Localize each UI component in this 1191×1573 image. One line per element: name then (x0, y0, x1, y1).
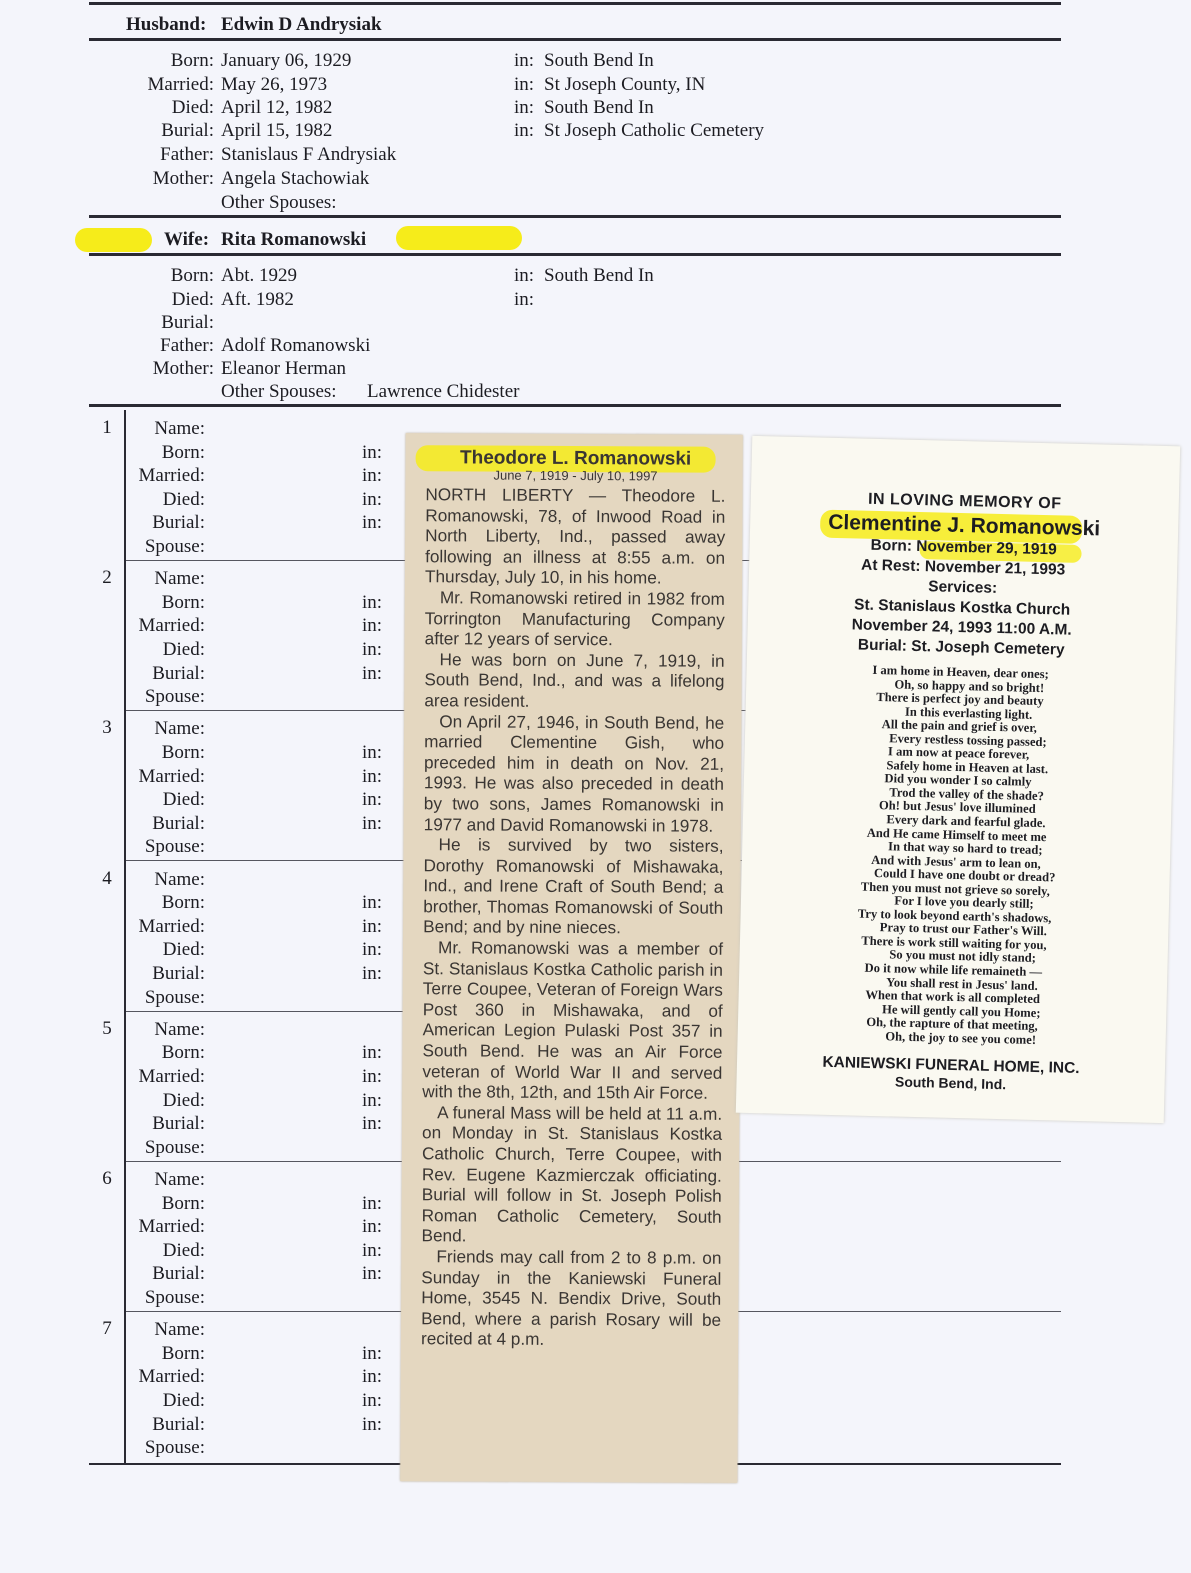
poem-line: Then you must not grieve so sorely, (860, 879, 1050, 899)
husband-born-value: January 06, 1929 (221, 50, 352, 71)
child-field-label: Name: (154, 1319, 205, 1341)
poem-line: Pray to trust our Father's Will. (879, 920, 1048, 939)
clipping-dates: June 7, 1919 - July 10, 1997 (493, 467, 658, 484)
child-field-label: Died: (162, 1390, 205, 1411)
child-field-in-label: in: (362, 963, 383, 984)
husband-burial-label: Burial: (161, 120, 214, 141)
child-field-label: Burial: (152, 662, 205, 684)
husband-burial-in: in: (514, 120, 535, 141)
child-field-label: Died: (162, 1089, 205, 1111)
husband-married-in: in: (514, 74, 535, 95)
child-field-label: Married: (138, 915, 205, 937)
child-field-in-label: in: (362, 1390, 383, 1411)
clipping-paragraph: Mr. Romanowski was a member of St. Stanislaus Kostka Catholic parish in Terre Coupee, Veteran of Foreign Wars Post 360 in Mishawaka, and of American Legion Pulaski Post 357 in South Bend. He was an Air Force veteran of World War II and served with the 8th, 12th, and 15th Air Force. (422, 937, 724, 1103)
child-field-in-label: in: (362, 465, 383, 487)
child-field-label: Married: (138, 765, 205, 787)
child-field-label: Name: (154, 568, 205, 590)
husband-mother-label: Mother: (152, 168, 214, 189)
child-field-label: Born: (161, 441, 205, 463)
poem-line: Do it now while life remaineth — (864, 960, 1043, 980)
wife-father-label: Father: (160, 335, 214, 356)
child-field-label: Born: (161, 591, 205, 613)
child-field-label: Died: (162, 639, 205, 660)
card-heading: IN LOVING MEMORY OF (867, 490, 1062, 513)
wife-died-value: Aft. 1982 (221, 289, 294, 310)
child-field-label: Burial: (152, 812, 205, 834)
child-field-in-label: in: (362, 742, 383, 763)
child-field-label: Burial: (152, 1113, 205, 1135)
wife-burial-label: Burial: (161, 312, 214, 333)
wife-born-label: Born: (170, 265, 214, 286)
child-field-in-label: in: (362, 812, 383, 834)
wife-name: Rita Romanowski (221, 229, 367, 250)
husband-spouses-label: Other Spouses: (221, 192, 337, 213)
card-services-label: Services: (928, 578, 998, 597)
child-field-in-label: in: (362, 1413, 383, 1435)
child-field-label: Died: (162, 488, 205, 510)
poem-line: Did you wonder I so calmly (884, 771, 1032, 790)
husband-married-place: St Joseph County, IN (544, 74, 706, 95)
husband-born-place: South Bend In (544, 50, 654, 71)
child-field-in-label: in: (362, 441, 383, 463)
child-field-in-label: in: (362, 512, 383, 534)
clipping-paragraph: NORTH LIBERTY — Theodore L. Romanowski, 78, of Inwood Road in North Liberty, Ind., passed away following an illness at 8:55 a.m. on Thursday, July 10, in his home. (424, 484, 726, 588)
husband-rule (89, 38, 1061, 41)
wife-died-label: Died: (171, 289, 214, 310)
wife-spouses-label: Other Spouses: (221, 381, 337, 402)
child-number: 6 (102, 1168, 112, 1189)
wife-mother-label: Mother: (152, 358, 214, 379)
child-field-label: Burial: (152, 1263, 205, 1285)
child-field-label: Burial: (152, 963, 205, 984)
clipping-paragraph: He is survived by two sisters, Dorothy Romanowski of Mishawaka, Ind., and Irene Craft of South Bend; a brother, Thomas Romanowski of South Bend; and by nine nieces. (423, 834, 724, 938)
child-field-in-label: in: (362, 915, 383, 937)
child-field-label: Spouse: (144, 686, 205, 708)
clipping-paragraph: Friends may call from 2 to 8 p.m. on Sunday in the Kaniewski Funeral Home, 3545 N. Bendix Drive, South Bend, where a parish Rosary will be recited at 4 p.m. (420, 1246, 722, 1350)
child-field-label: Married: (138, 1366, 205, 1388)
child-field-in-label: in: (362, 1066, 383, 1087)
child-field-label: Name: (154, 418, 205, 439)
child-field-in-label: in: (362, 1239, 383, 1261)
child-field-in-label: in: (362, 789, 383, 811)
poem-line: Could I have one doubt or dread? (873, 866, 1056, 885)
child-field-label: Born: (161, 892, 205, 914)
memorial-card (736, 436, 1180, 1123)
husband-burial-place: St Joseph Catholic Cemetery (544, 120, 765, 141)
poem-line: In that way so hard to tread; (887, 839, 1043, 858)
child-field-label: Name: (154, 868, 205, 890)
child-field-label: Born: (161, 1192, 205, 1214)
wife-mother-value: Eleanor Herman (221, 358, 347, 379)
poem-line: Oh, the rapture of that meeting, (866, 1015, 1038, 1034)
child-number: 4 (102, 867, 112, 889)
child-field-in-label: in: (362, 1089, 383, 1111)
poem-line: All the pain and grief is over, (881, 717, 1038, 736)
card-name: Clementine J. Romanowski (828, 510, 1101, 541)
child-field-label: Married: (138, 1216, 205, 1238)
husband-header-label: Husband: (126, 14, 207, 35)
child-field-label: Spouse: (144, 536, 205, 557)
poem-line: Oh, so happy and so bright! (894, 676, 1045, 695)
child-field-in-label: in: (362, 591, 383, 613)
child-field-label: Name: (154, 1018, 205, 1040)
children-top-rule (89, 404, 1061, 407)
poem-line: So you must not idly stand; (889, 947, 1037, 966)
child-field-in-label: in: (362, 615, 383, 637)
clipping-paragraph: A funeral Mass will be held at 11 a.m. on Monday in St. Stanislaus Kostka Catholic Church, Terre Coupee, with Rev. Eugene Kazmierczak officiating. Burial will follow in St. Joseph Polish Roman Catholic Cemetery, South Bend. (421, 1102, 723, 1246)
poem-line: I am now at peace forever, (887, 744, 1030, 763)
child-number: 1 (102, 417, 112, 438)
child-field-label: Spouse: (144, 986, 205, 1008)
child-field-in-label: in: (362, 488, 383, 510)
card-at-rest: At Rest: November 21, 1993 (860, 556, 1066, 579)
poem-line: Trod the valley of the shade? (889, 785, 1045, 804)
husband-father-label: Father: (160, 144, 214, 165)
husband-father-value: Stanislaus F Andrysiak (221, 144, 397, 165)
child-field-label: Died: (162, 1239, 205, 1261)
husband-burial-value: April 15, 1982 (221, 120, 333, 141)
child-number: 5 (102, 1017, 112, 1039)
clipping-paragraph: He was born on June 7, 1919, in South Bend, Ind., and was a lifelong area resident. (424, 649, 725, 711)
husband-name: Edwin D Andrysiak (221, 14, 382, 35)
child-field-label: Spouse: (144, 1287, 205, 1308)
wife-born-in: in: (514, 265, 535, 286)
card-born: Born: November 29, 1919 (870, 536, 1057, 559)
child-field-in-label: in: (362, 1216, 383, 1238)
husband-married-value: May 26, 1973 (221, 74, 328, 95)
poem-line: Oh! but Jesus' love illumined (878, 798, 1036, 817)
child-field-label: Name: (154, 718, 205, 740)
child-field-label: Born: (161, 742, 205, 763)
clipping-title: Theodore L. Romanowski (459, 447, 692, 470)
poem-line: He will gently call you Home; (881, 1001, 1041, 1020)
poem-line: You shall rest in Jesus' land. (886, 974, 1038, 993)
wife-top-rule (89, 215, 1061, 218)
wife-rule (89, 253, 1061, 256)
child-field-label: Born: (161, 1342, 205, 1364)
poem-line: There is work still waiting for you, (861, 933, 1047, 953)
poem-line: Oh, the joy to see you come! (885, 1029, 1037, 1047)
poem-line: Every dark and fearful glade. (886, 812, 1046, 831)
husband-died-label: Died: (171, 97, 214, 118)
child-field-in-label: in: (362, 639, 383, 660)
poem-line: Try to look beyond earth's shadows, (857, 906, 1052, 926)
child-field-label: Died: (162, 939, 205, 961)
child-field-label: Spouse: (144, 1437, 205, 1459)
child-number: 2 (102, 567, 112, 589)
highlight-mark-right (396, 226, 522, 250)
child-field-in-label: in: (362, 1042, 383, 1064)
child-field-label: Married: (138, 615, 205, 637)
poem-line: I am home in Heaven, dear ones; (872, 662, 1049, 682)
child-field-in-label: in: (362, 1366, 383, 1388)
wife-spouses-value: Lawrence Chidester (367, 381, 520, 402)
card-funeral-home: KANIEWSKI FUNERAL HOME, INC. (822, 1054, 1080, 1078)
wife-header-label: Wife: (164, 229, 210, 250)
husband-died-value: April 12, 1982 (221, 97, 333, 118)
top-rule (89, 2, 1061, 5)
poem-line: In this everlasting light. (904, 704, 1033, 722)
husband-died-in: in: (514, 97, 535, 118)
wife-father-value: Adolf Romanowski (221, 335, 371, 356)
card-city: South Bend, Ind. (894, 1073, 1007, 1093)
poem-line: When that work is all completed (865, 987, 1041, 1007)
child-number: 7 (102, 1318, 112, 1340)
husband-born-label: Born: (170, 50, 214, 71)
child-number: 3 (102, 717, 112, 739)
child-field-in-label: in: (362, 662, 383, 684)
child-field-in-label: in: (362, 1342, 383, 1364)
child-field-in-label: in: (362, 939, 383, 961)
husband-married-label: Married: (147, 74, 214, 95)
child-field-in-label: in: (362, 765, 383, 787)
card-service-time: November 24, 1993 11:00 A.M. (851, 616, 1072, 639)
child-field-label: Died: (162, 789, 205, 811)
child-field-label: Burial: (152, 1413, 205, 1435)
child-field-label: Spouse: (144, 1136, 205, 1158)
husband-born-in: in: (514, 50, 535, 71)
child-field-in-label: in: (362, 1263, 383, 1285)
poem-line: There is perfect joy and beauty (876, 690, 1044, 709)
child-field-label: Name: (154, 1169, 205, 1190)
poem-line: Every restless tossing passed; (889, 731, 1047, 749)
child-field-label: Burial: (152, 512, 205, 534)
poem-line: Safely home in Heaven at last. (886, 758, 1049, 777)
poem-line: And with Jesus' arm to lean on, (871, 852, 1041, 871)
card-burial: Burial: St. Joseph Cemetery (857, 636, 1065, 659)
clipping-paragraph: Mr. Romanowski retired in 1982 from Torrington Manufacturing Company after 12 years of service. (424, 587, 725, 650)
child-field-label: Married: (138, 1066, 205, 1087)
card-church: St. Stanislaus Kostka Church (853, 596, 1071, 619)
child-field-label: Married: (138, 465, 205, 487)
child-field-in-label: in: (362, 1192, 383, 1214)
husband-died-place: South Bend In (544, 97, 654, 118)
child-field-in-label: in: (362, 892, 383, 914)
clipping-paragraph: On April 27, 1946, in South Bend, he married Clementine Gish, who preceded him in death on Nov. 21, 1993. He was also preceded in death by two sons, James Romanowski in 1977 and David Romanowski in 1978. (423, 710, 725, 836)
wife-died-in: in: (514, 289, 535, 310)
highlight-mark-left (75, 228, 152, 252)
child-field-label: Born: (161, 1042, 205, 1064)
husband-mother-value: Angela Stachowiak (221, 168, 370, 189)
card-poem (760, 661, 1153, 1050)
obituary-clipping (400, 433, 742, 1483)
poem-line: For I love you dearly still; (894, 893, 1034, 912)
wife-born-place: South Bend In (544, 265, 654, 286)
child-field-in-label: in: (362, 1113, 383, 1135)
poem-line: And He came Himself to meet me (866, 825, 1047, 844)
wife-born-value: Abt. 1929 (221, 265, 297, 286)
child-field-label: Spouse: (144, 836, 205, 858)
